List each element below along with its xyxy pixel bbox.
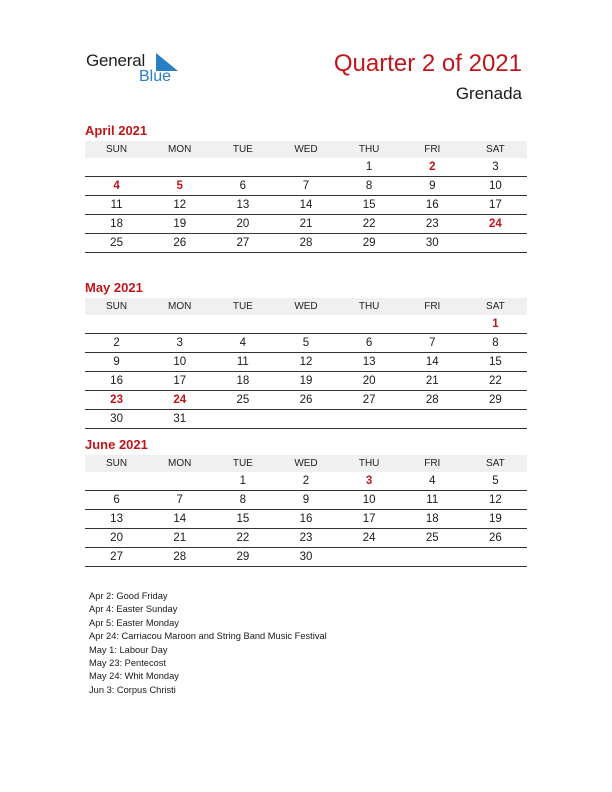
weekday-label: TUE [232,301,253,312]
day-cell: 27 [236,237,250,249]
month-title: June 2021 [85,437,148,452]
day-cell: 18 [236,375,250,387]
day-cell: 24 [173,394,187,406]
month-april [85,123,527,253]
day-cell: 15 [236,513,250,525]
day-cell: 5 [176,180,183,192]
day-cell: 23 [110,394,123,406]
weekday-header [85,298,527,315]
logo-text-blue: Blue [139,68,172,85]
day-cell: 6 [365,337,373,349]
weekday-label: MON [168,144,192,155]
week-row [85,353,527,372]
day-cell: 23 [425,218,439,230]
day-cell: 16 [299,513,313,525]
day-cell: 9 [302,494,310,506]
holiday-item: Apr 4: Easter Sunday [89,604,178,615]
week-row [85,510,527,529]
day-cell: 1 [365,161,373,173]
day-cell: 2 [429,161,436,173]
day-cell: 12 [299,356,313,368]
day-cell: 20 [362,375,376,387]
day-cell: 9 [113,356,120,368]
day-cell: 4 [239,337,247,349]
day-cell: 9 [429,180,436,192]
day-cell: 3 [492,161,499,173]
weekday-label: WED [294,301,318,312]
day-cell: 10 [489,180,502,192]
week-row [85,334,527,353]
day-cell: 26 [173,237,187,249]
day-cell: 25 [425,532,439,544]
day-cell: 23 [299,532,313,544]
week-row [85,548,527,567]
day-cell: 12 [489,494,502,506]
day-cell: 28 [299,237,313,249]
holiday-item: May 24: Whit Monday [89,671,179,682]
weekday-label: FRI [424,458,441,469]
day-cell: 19 [299,375,313,387]
day-cell: 7 [429,337,436,349]
day-cell: 4 [113,180,120,192]
day-cell: 28 [173,551,187,563]
day-cell: 22 [489,375,502,387]
holiday-item: May 23: Pentecost [89,657,166,668]
day-cell: 22 [236,532,250,544]
logo [86,51,196,91]
day-cell: 2 [113,337,120,349]
weekday-label: MON [168,458,192,469]
weekday-header [85,141,527,158]
day-cell: 29 [236,551,250,563]
weekday-label: WED [294,144,318,155]
day-cell: 25 [236,394,250,406]
weekday-label: THU [358,458,380,469]
day-cell: 21 [299,218,313,230]
day-cell: 18 [110,218,123,230]
weekday-label: FRI [424,301,441,312]
weekday-label: FRI [424,144,441,155]
day-cell: 2 [302,475,310,487]
holiday-item: Jun 3: Corpus Christi [89,684,176,695]
week-row [85,215,527,234]
day-cell: 25 [110,237,123,249]
weekday-label: SAT [486,144,505,155]
day-cell: 20 [236,218,250,230]
weekday-label: SUN [106,144,128,155]
day-cell: 26 [489,532,502,544]
weekday-label: TUE [232,458,253,469]
day-cell: 30 [425,237,439,249]
month-title: April 2021 [85,123,148,138]
month-title: May 2021 [85,280,143,295]
day-cell: 26 [299,394,313,406]
day-cell: 29 [362,237,376,249]
day-cell: 15 [489,356,502,368]
page-title: Quarter 2 of 2021 [333,50,522,77]
month-june [85,437,527,567]
day-cell: 15 [362,199,376,211]
weekday-header [85,455,527,472]
weekday-label: SAT [486,458,505,469]
day-cell: 5 [302,337,310,349]
weekday-label: SAT [486,301,505,312]
day-cell: 17 [489,199,502,211]
weekday-label: SUN [106,301,128,312]
week-row [85,372,527,391]
day-cell: 19 [173,218,187,230]
day-cell: 20 [110,532,123,544]
week-row [85,491,527,510]
day-cell: 13 [362,356,376,368]
weekday-label: SUN [106,458,128,469]
day-cell: 31 [173,413,187,425]
day-cell: 3 [176,337,183,349]
day-cell: 10 [173,356,187,368]
day-cell: 3 [365,475,373,487]
day-cell: 19 [489,513,502,525]
day-cell: 4 [429,475,436,487]
day-cell: 22 [362,218,376,230]
day-cell: 13 [236,199,250,211]
day-cell: 30 [110,413,123,425]
day-cell: 27 [110,551,123,563]
day-cell: 6 [239,180,247,192]
day-cell: 11 [110,199,123,211]
day-cell: 17 [173,375,187,387]
week-row [85,529,527,548]
day-cell: 1 [239,475,247,487]
holiday-item: Apr 24: Carriacou Maroon and String Band Music Festival [89,631,327,642]
country-name: Grenada [455,84,522,103]
day-cell: 1 [492,318,499,330]
weekday-label: THU [358,301,380,312]
week-row [85,472,527,491]
week-row [85,410,527,429]
day-cell: 24 [489,218,502,230]
day-cell: 24 [362,532,376,544]
week-row [85,177,527,196]
week-row [85,391,527,410]
day-cell: 12 [173,199,187,211]
day-cell: 11 [426,494,439,506]
day-cell: 10 [362,494,376,506]
day-cell: 16 [110,375,123,387]
logo-text-general: General [86,51,146,70]
day-cell: 13 [110,513,123,525]
weekday-label: MON [168,301,192,312]
day-cell: 21 [173,532,187,544]
holiday-item: Apr 2: Good Friday [89,591,168,601]
day-cell: 11 [236,356,249,368]
weekday-label: THU [358,144,380,155]
day-cell: 16 [425,199,439,211]
holiday-item: Apr 5: Easter Monday [89,617,179,628]
day-cell: 21 [425,375,439,387]
day-cell: 7 [302,180,310,192]
month-may [85,280,527,429]
day-cell: 17 [362,513,376,525]
day-cell: 30 [299,551,313,563]
week-row [85,158,527,177]
holiday-item: May 1: Labour Day [89,644,168,655]
day-cell: 29 [489,394,502,406]
day-cell: 28 [425,394,439,406]
week-row [85,196,527,215]
week-row [85,234,527,253]
week-row [85,315,527,334]
day-cell: 5 [492,475,499,487]
day-cell: 14 [425,356,439,368]
weekday-label: TUE [232,144,253,155]
day-cell: 14 [299,199,313,211]
day-cell: 27 [362,394,376,406]
day-cell: 7 [176,494,183,506]
day-cell: 6 [113,494,120,506]
weekday-label: WED [294,458,318,469]
day-cell: 8 [365,180,373,192]
day-cell: 18 [425,513,439,525]
day-cell: 8 [492,337,499,349]
day-cell: 14 [173,513,187,525]
day-cell: 8 [239,494,247,506]
holiday-list [89,590,327,697]
